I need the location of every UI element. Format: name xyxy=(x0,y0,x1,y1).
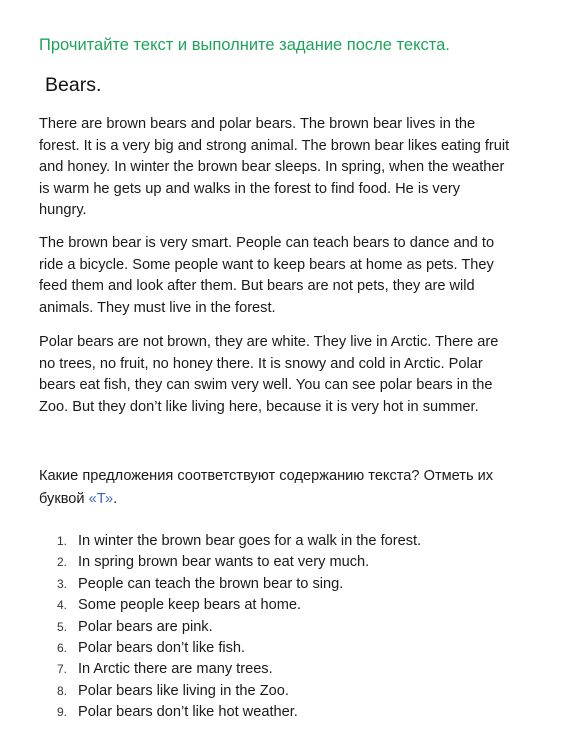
statement-text: Polar bears don’t like hot weather. xyxy=(78,704,298,721)
statement-text: In winter the brown bear goes for a walk in the forest. xyxy=(78,533,422,549)
statement-item xyxy=(57,595,421,616)
statement-text: In Arctic there are many trees. xyxy=(78,661,273,678)
paragraph-2 xyxy=(39,233,494,319)
statement-text: Polar bears don’t like fish. xyxy=(78,639,246,656)
statement-number: 8. xyxy=(57,683,68,698)
paragraph-line: bears eat fish, they can swim very well. You can see polar bears in the xyxy=(39,377,493,393)
statement-number: 4. xyxy=(57,598,68,613)
statement-text: Polar bears like living in the Zoo. xyxy=(78,682,289,699)
statement-number: 7. xyxy=(57,662,68,677)
statement-item xyxy=(57,617,421,638)
statement-number: 5. xyxy=(57,619,68,634)
paragraph-line: There are brown bears and polar bears. The brown bear lives in the xyxy=(39,116,476,132)
paragraph-line: and honey. In winter the brown bear sleeps. In spring, when the weather xyxy=(39,159,505,175)
statement-number: 3. xyxy=(57,576,68,591)
paragraph-line: feed them and look after them. But bears are not pets, they are wild xyxy=(39,278,475,294)
statement-item xyxy=(57,638,421,659)
statement-number: 2. xyxy=(57,555,68,570)
paragraph-line: Polar bears are not brown, they are white. They live in Arctic. There are xyxy=(39,334,499,350)
statement-item xyxy=(57,531,421,552)
statement-item xyxy=(57,552,421,573)
question-line-2 xyxy=(39,488,493,511)
statement-text: Some people keep bears at home. xyxy=(78,597,302,614)
statement-item xyxy=(57,574,421,595)
statement-item xyxy=(57,702,421,723)
question-line-1: Какие предложения соответствуют содержанию текста? Отметь их xyxy=(39,468,494,484)
paragraph-line: no trees, no fruit, no honey there. It is snowy and cold in Arctic. Polar xyxy=(39,355,483,372)
paragraph-line: forest. It is a very big and strong animal. The brown bear likes eating fruit xyxy=(39,137,510,154)
paragraph-line: The brown bear is very smart. People can teach bears to dance and to xyxy=(39,235,495,251)
paragraph-3 xyxy=(39,332,498,418)
paragraph-line: animals. They must live in the forest. xyxy=(39,299,276,316)
statement-number: 1. xyxy=(57,534,68,548)
statement-text: In spring brown bear wants to eat very much. xyxy=(78,554,370,571)
paragraph-1 xyxy=(39,114,509,222)
paragraph-line: hungry. xyxy=(39,202,87,218)
statement-item xyxy=(57,681,421,702)
paragraph-line: is warm he gets up and walks in the forest to find food. He is very xyxy=(39,180,460,197)
question-suffix: . xyxy=(113,490,118,507)
question-prompt xyxy=(39,465,493,510)
paragraph-line: Zoo. But they don’t like living here, because it is very hot in summer. xyxy=(39,398,479,415)
text-title: Bears. xyxy=(45,74,102,96)
statement-text: People can teach the brown bear to sing. xyxy=(78,575,344,592)
paragraph-line: ride a bicycle. Some people want to keep bears at home as pets. They xyxy=(39,256,494,273)
question-prefix: буквой xyxy=(39,490,89,507)
true-mark-label: «Т» xyxy=(88,490,114,507)
statement-list xyxy=(57,531,421,724)
statement-number: 6. xyxy=(57,640,68,655)
statement-number: 9. xyxy=(57,705,68,720)
statement-item xyxy=(57,659,421,680)
statement-text: Polar bears are pink. xyxy=(78,618,213,635)
task-instruction: Прочитайте текст и выполните задание после текста. xyxy=(39,36,450,54)
